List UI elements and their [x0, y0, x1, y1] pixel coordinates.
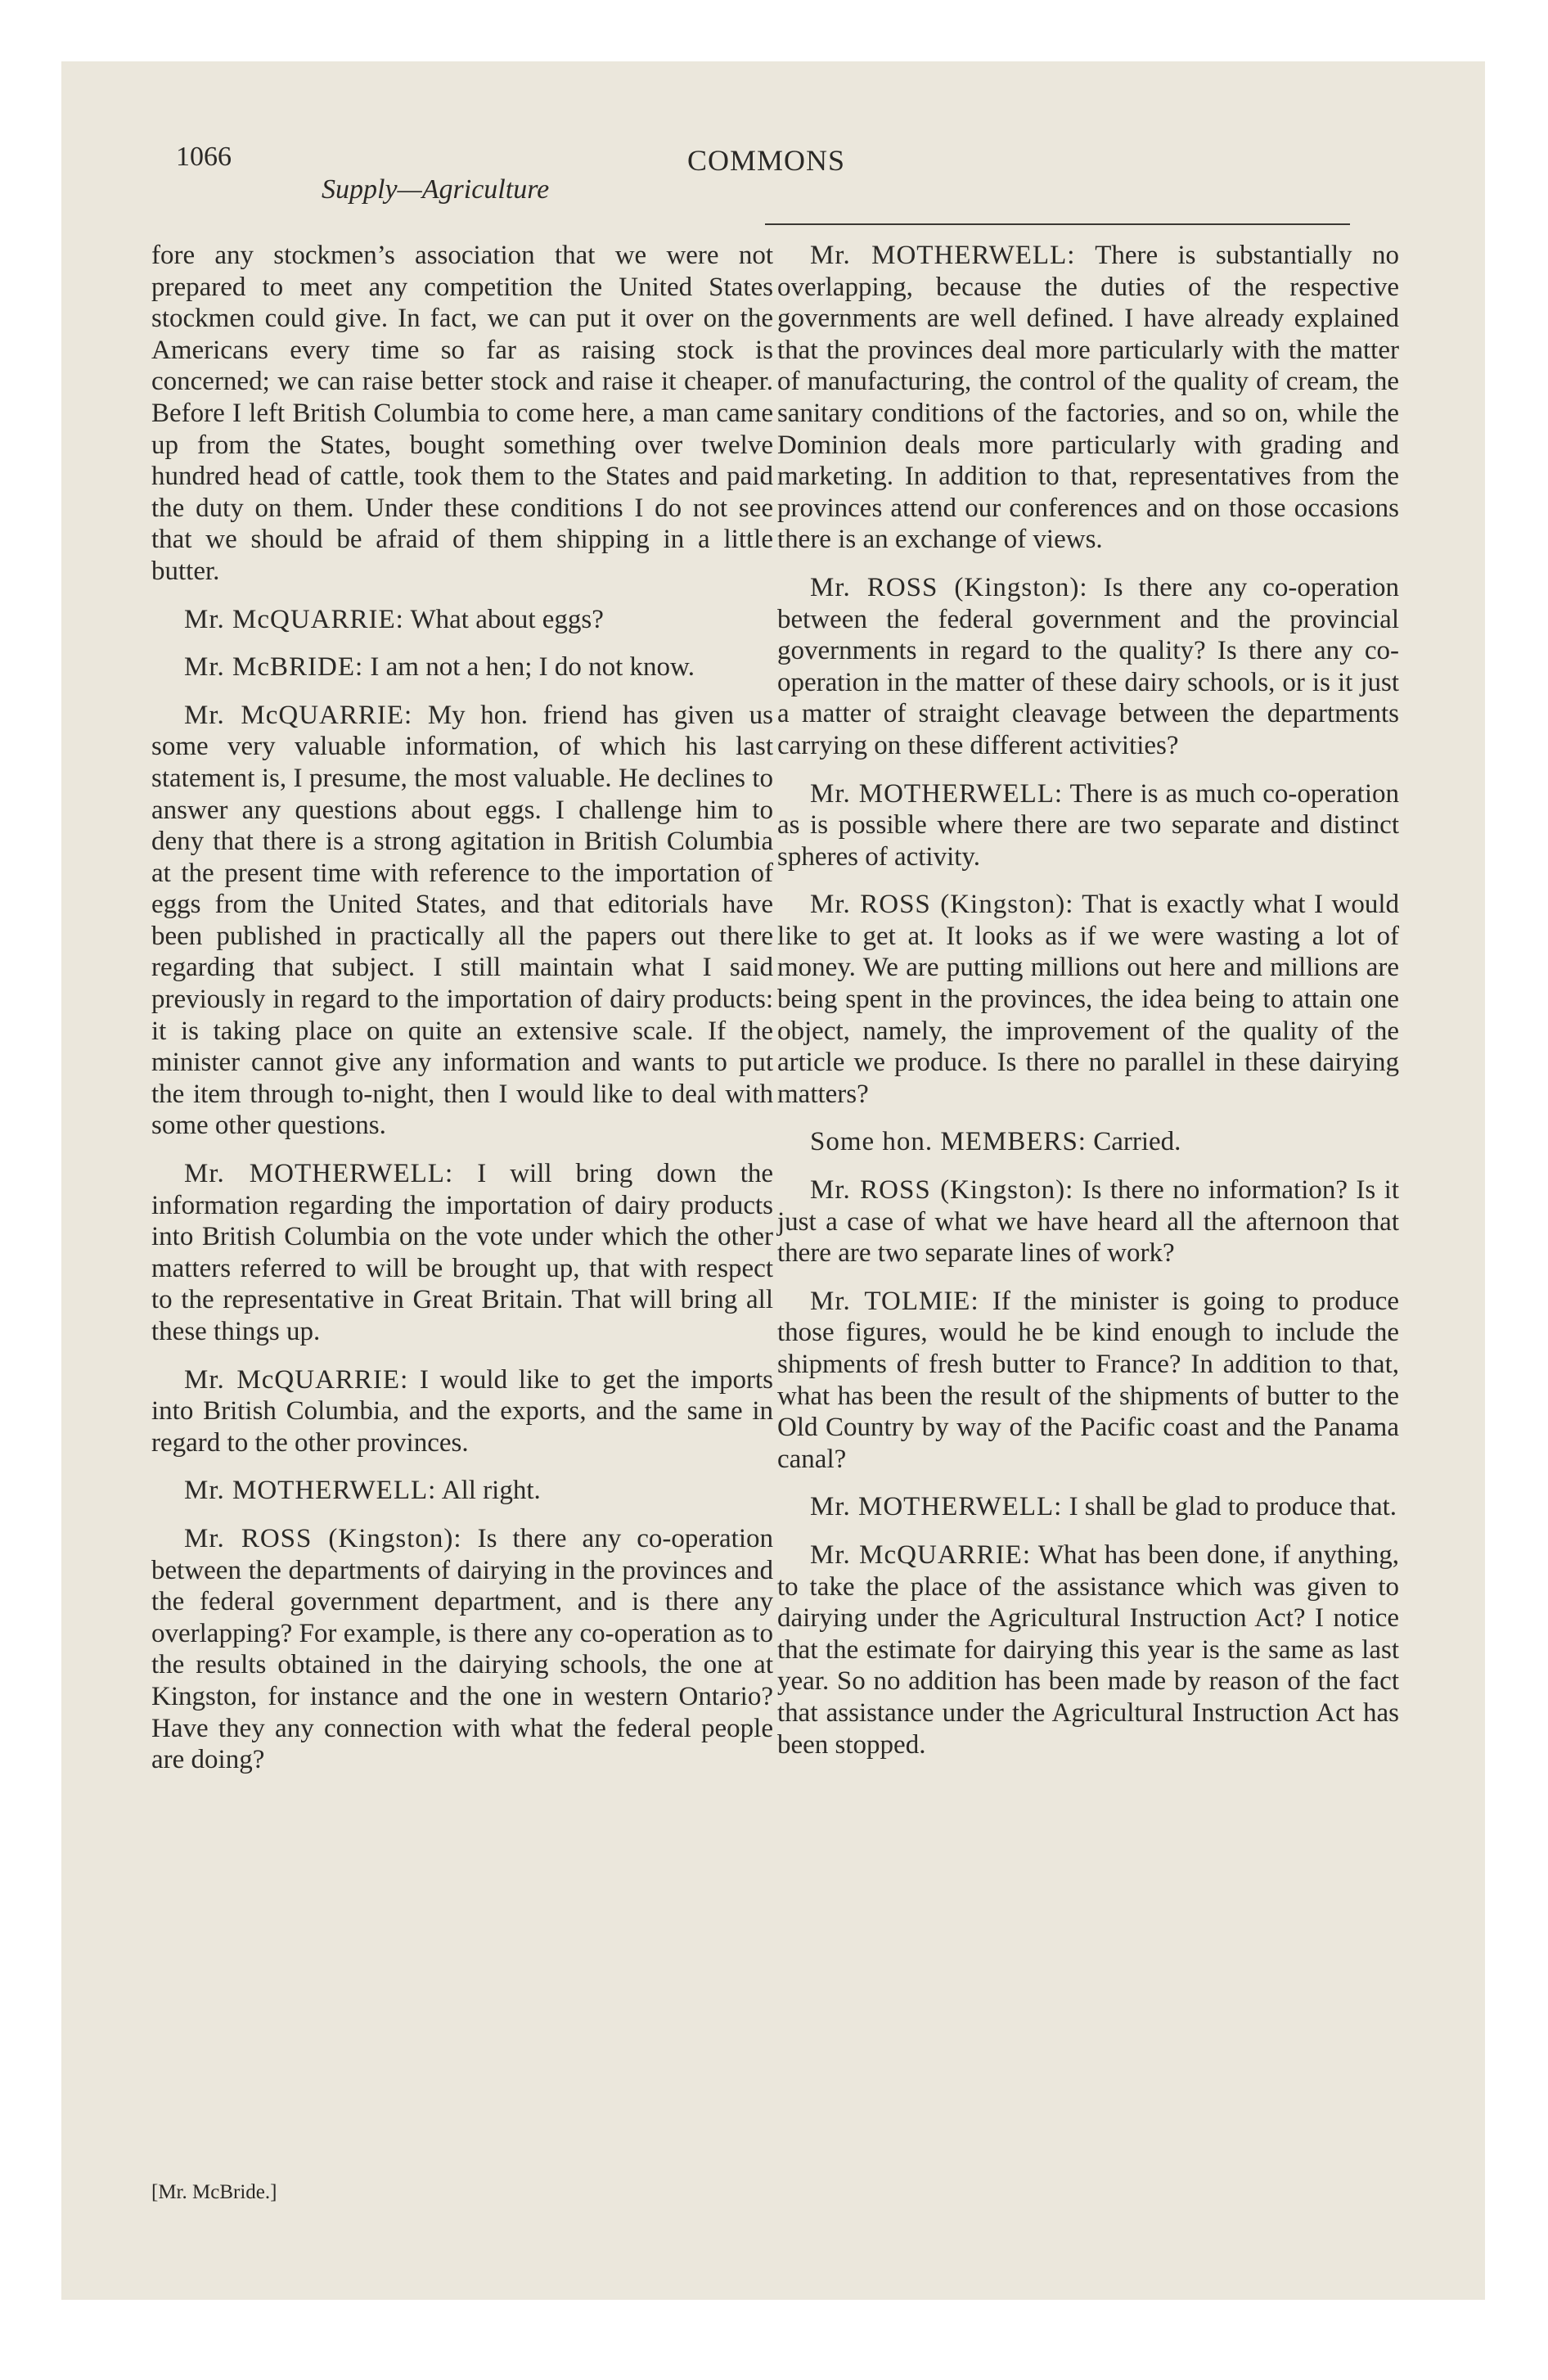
- paragraph: [151, 240, 773, 588]
- scanned-page: [61, 61, 1485, 2300]
- speaker-name: Mr. McQUARRIE:: [184, 1364, 409, 1395]
- speaker-name: Mr. MOTHERWELL:: [810, 778, 1064, 809]
- speaker-name: Mr. TOLMIE:: [810, 1286, 979, 1316]
- speaker-name: Some hon. MEMBERS:: [810, 1127, 1087, 1157]
- paragraph: [151, 700, 773, 1142]
- speaker-name: Mr. MOTHERWELL:: [184, 1159, 454, 1189]
- speaker-name: Mr. MOTHERWELL:: [184, 1476, 437, 1506]
- footer-note: [Mr. McBride.]: [151, 2181, 277, 2203]
- paragraph: [777, 778, 1399, 873]
- paragraph: [151, 1523, 773, 1776]
- paragraph: [777, 1174, 1399, 1269]
- paragraph: [777, 1286, 1399, 1476]
- paragraph-text: My hon. friend has given us some very valuable information, of which his last statement is, I presume, the most valuable. He declines to answer any questions about eggs. I challenge him to deny that there is a strong agitation in British Columbia at the present time with reference to the importation of eggs from the United States, and that editorials have been published in practically all the papers out there regarding that subject. I still maintain what I said previously in regard to the importation of dairy products: it is taking place on quite an extensive scale. If the minister cannot give any information and wants to put the item through to-night, then I would like to deal with some other questions.: [151, 700, 773, 1141]
- paragraph: [151, 1364, 773, 1459]
- left-column: [151, 240, 773, 1792]
- paragraph: [777, 240, 1399, 556]
- paragraph-text: What has been done, if anything, to take the place of the assistance which was given to dairying under the Agricultural Instruction Act? I notice that the estimate for dairying this year is the same as last year. So no addition has been made by reason of the fact that assistance under the Agricultural Instruction Act has been stopped.: [777, 1539, 1399, 1760]
- speaker-name: Mr. McBRIDE:: [184, 652, 364, 683]
- page-number: 1066: [176, 142, 232, 172]
- paragraph-text: Is there any co-operation between the federal government and the provincial governments in regard to the quality? Is there any co-operation in the matter of these dairy schools, or is it just a matter of straight cleavage between the departments carrying on these different activities?: [777, 572, 1400, 760]
- speaker-name: Mr. MOTHERWELL:: [810, 1492, 1063, 1522]
- header-rule: [765, 223, 1350, 225]
- speaker-name: Mr. McQUARRIE:: [184, 604, 404, 634]
- paragraph-text: There is substantially no overlapping, because the duties of the respective governments are well defined. I have already explained that the provinces deal more particularly with the matter of manufacturing, the control of the quality of cream, the sanitary conditions of the factories, and so on, while the Dominion deals more particularly with grading and marketing. In addition to that, representatives from the provinces attend our conferences and on those occasions there is an exchange of views.: [777, 241, 1400, 555]
- speaker-name: Mr. ROSS (Kingston):: [810, 890, 1074, 920]
- paragraph: [777, 889, 1399, 1110]
- paragraph: [777, 1539, 1399, 1760]
- paragraph-text: fore any stockmen’s association that we were not prepared to meet any competition the United States stockmen could give. In fact, we can put it over on the Americans every time so far as raising stock is concerned; we can raise better stock and raise it cheaper. Before I left British Columbia to come here, a man came up from the States, bought something over twelve hundred head of cattle, took them to the States and paid the duty on them. Under these conditions I do not see that we should be afraid of them shipping in a little butter.: [151, 241, 773, 586]
- paragraph-text: I shall be glad to produce that.: [1069, 1492, 1397, 1522]
- speaker-name: Mr. McQUARRIE:: [184, 700, 413, 730]
- paragraph: [151, 604, 773, 636]
- paragraph-text: Carried.: [1093, 1127, 1181, 1157]
- paragraph-text: I will bring down the information regarding the importation of dairy products into British Columbia on the vote under which the other matters referred to will be brought up, that with respect to the representative in Great Britain. That will bring all these things up.: [151, 1159, 774, 1346]
- paragraph-text: Is there any co-operation between the departments of dairying in the provinces and the federal government department, and is there any overlapping? For example, is there any co-operation as to the results obtained in the dairying schools, the one at Kingston, for instance and the one in western Ontario? Have they any connection with what the federal people are doing?: [151, 1523, 774, 1775]
- paragraph: [151, 651, 773, 683]
- speaker-name: Mr. MOTHERWELL:: [810, 241, 1076, 270]
- paragraph-text: If the minister is going to produce those figures, would he be kind enough to include the shipments of fresh butter to France? In addition to that, what has been the result of the shipments of butter to the Old Country by way of the Pacific coast and the Panama canal?: [777, 1286, 1400, 1474]
- paragraph-text: What about eggs?: [410, 604, 604, 634]
- paragraph: [777, 572, 1399, 762]
- paragraph: [777, 1126, 1399, 1158]
- paragraph-text: I would like to get the imports into British Columbia, and the exports, and the same in regard to the other provinces.: [151, 1364, 774, 1458]
- page-header: [61, 61, 1485, 225]
- speaker-name: Mr. ROSS (Kingston):: [810, 572, 1088, 602]
- section-title: Supply—Agriculture: [322, 174, 550, 205]
- speaker-name: Mr. McQUARRIE:: [810, 1539, 1032, 1570]
- paragraph-text: Is there no information? Is it just a case of what we have heard all the afternoon that there are two separate lines of work?: [777, 1175, 1399, 1269]
- paragraph-text: That is exactly what I would like to get at. It looks as if we were wasting a lot of money. We are putting millions out here and millions are being spent in the provinces, the idea being to attain one object, namely, the improvement of the quality of the article we produce. Is there no parallel in these dairying matters?: [777, 890, 1400, 1109]
- paragraph: [151, 1158, 773, 1348]
- paragraph-text: There is as much co-operation as is possible where there are two separate and distinct spheres of activity.: [777, 778, 1400, 872]
- paragraph-text: I am not a hen; I do not know.: [370, 652, 695, 683]
- right-column: [777, 240, 1399, 1777]
- speaker-name: Mr. ROSS (Kingston):: [810, 1175, 1074, 1206]
- speaker-name: Mr. ROSS (Kingston):: [184, 1523, 462, 1553]
- paragraph: [151, 1475, 773, 1507]
- paragraph: [777, 1491, 1399, 1523]
- publication-title: COMMONS: [687, 144, 846, 177]
- paragraph-text: All right.: [441, 1476, 541, 1506]
